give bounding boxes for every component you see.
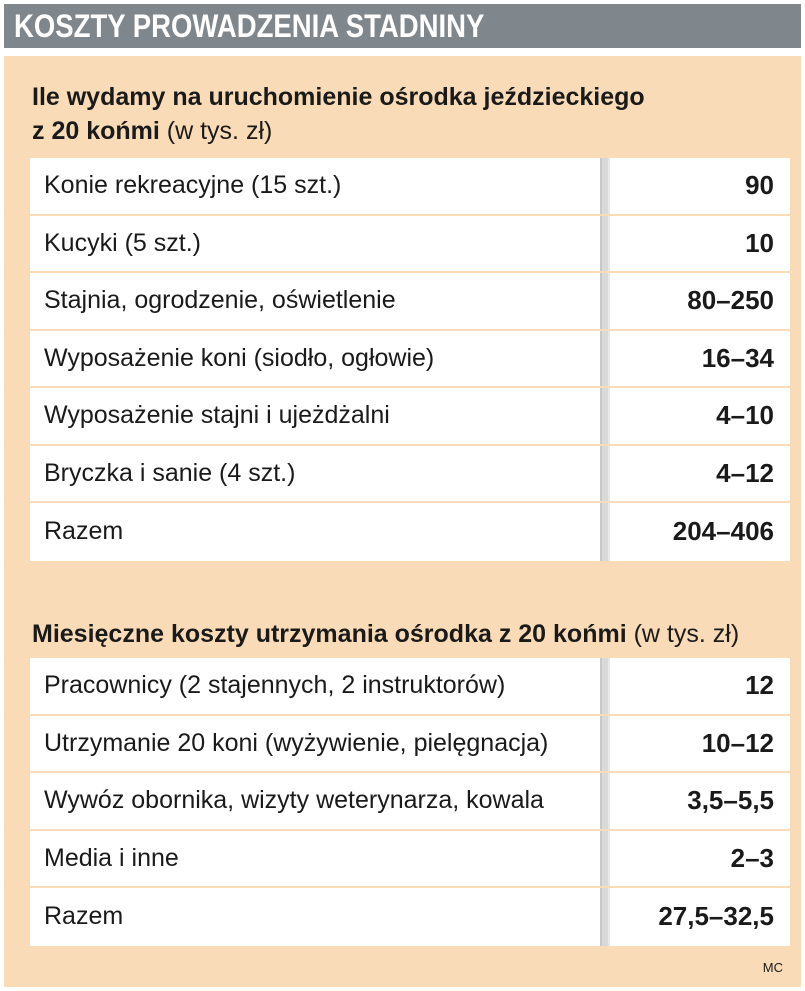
table-row: [30, 773, 790, 831]
heading-line-1: Miesięczne koszty utrzymania ośrodka z 20 końmi: [32, 620, 627, 648]
column-divider: [600, 273, 610, 329]
heading-unit: (w tys. zł): [166, 117, 273, 145]
row-label: Razem: [30, 503, 600, 561]
row-label: Media i inne: [30, 831, 600, 887]
table-row: [30, 331, 790, 389]
table-row: [30, 388, 790, 446]
row-value: 4–12: [610, 446, 790, 502]
column-divider: [600, 503, 610, 561]
row-value: 90: [610, 158, 790, 214]
column-divider: [600, 658, 610, 714]
column-divider: [600, 331, 610, 387]
row-label: Kucyki (5 szt.): [30, 216, 600, 272]
column-divider: [600, 831, 610, 887]
section-heading-monthly-costs: [32, 617, 739, 651]
table-row-total: [30, 888, 790, 946]
heading-line-2: z 20 końmi: [32, 117, 160, 145]
infographic-panel: [4, 56, 801, 987]
row-label: Pracownicy (2 stajennych, 2 instruktorów): [30, 658, 600, 714]
row-value: 10–12: [610, 716, 790, 772]
column-divider: [600, 888, 610, 946]
startup-costs-table: [30, 158, 790, 561]
column-divider: [600, 158, 610, 214]
row-label: Wywóz obornika, wizyty weterynarza, kowala: [30, 773, 600, 829]
row-value: 27,5–32,5: [610, 888, 790, 946]
row-value: 204–406: [610, 503, 790, 561]
row-value: 16–34: [610, 331, 790, 387]
column-divider: [600, 773, 610, 829]
table-row: [30, 158, 790, 216]
row-label: Konie rekreacyjne (15 szt.): [30, 158, 600, 214]
row-label: Wyposażenie stajni i ujeżdżalni: [30, 388, 600, 444]
section-heading-startup-costs: [32, 80, 645, 148]
table-row: [30, 273, 790, 331]
row-label: Razem: [30, 888, 600, 946]
table-row: [30, 831, 790, 889]
row-value: 10: [610, 216, 790, 272]
title-bar: [4, 4, 801, 48]
table-row: [30, 716, 790, 774]
row-label: Stajnia, ogrodzenie, oświetlenie: [30, 273, 600, 329]
row-label: Wyposażenie koni (siodło, ogłowie): [30, 331, 600, 387]
table-row: [30, 658, 790, 716]
heading-line-1: Ile wydamy na uruchomienie ośrodka jeździeckiego: [32, 83, 645, 111]
row-value: 4–10: [610, 388, 790, 444]
column-divider: [600, 216, 610, 272]
row-value: 80–250: [610, 273, 790, 329]
page-title: KOSZTY PROWADZENIA STADNINY: [14, 7, 485, 44]
table-row: [30, 216, 790, 274]
table-row: [30, 446, 790, 504]
monthly-costs-table: [30, 658, 790, 946]
row-label: Bryczka i sanie (4 szt.): [30, 446, 600, 502]
source-credit: MC: [762, 960, 783, 975]
column-divider: [600, 446, 610, 502]
column-divider: [600, 388, 610, 444]
table-row-total: [30, 503, 790, 561]
row-label: Utrzymanie 20 koni (wyżywienie, pielęgnacja): [30, 716, 600, 772]
row-value: 3,5–5,5: [610, 773, 790, 829]
row-value: 2–3: [610, 831, 790, 887]
row-value: 12: [610, 658, 790, 714]
heading-unit: (w tys. zł): [633, 620, 740, 648]
column-divider: [600, 716, 610, 772]
